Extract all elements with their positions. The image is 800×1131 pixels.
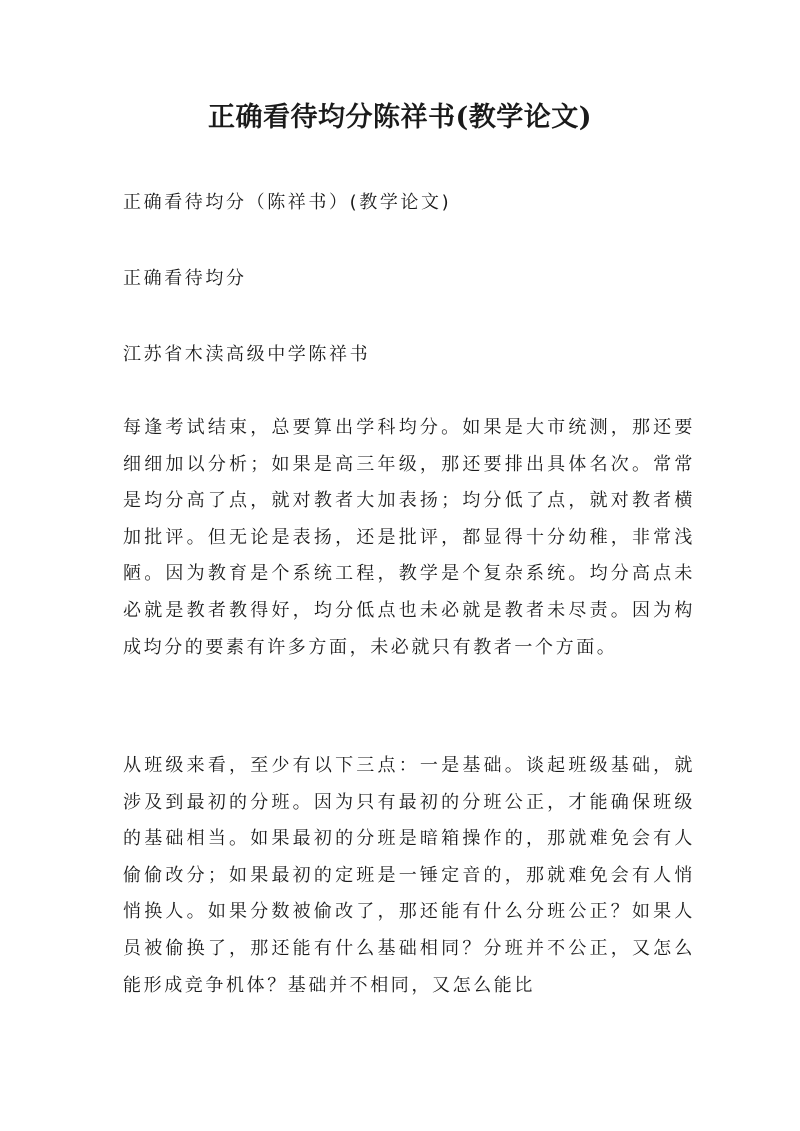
document-title: 正确看待均分陈祥书(教学论文) xyxy=(207,102,593,133)
body-paragraph-2: 从班级来看，至少有以下三点：一是基础。谈起班级基础，就涉及到最初的分班。因为只有最初的分班公正，才能确保班级的基础相当。如果最初的分班是暗箱操作的，那就难免会有人偷偷改分；如果最初的定班是一锤定音的，那就难免会有人悄悄换人。如果分数被偷改了，那还能有什么分班公正？如果人员被偷换了，那还能有什么基础相同？分班并不公正，又怎么能形成竞争机体？基础并不相同，又怎么能比 xyxy=(123,755,695,996)
document-subtitle: 正确看待均分（陈祥书）(教学论文) xyxy=(123,192,452,213)
document-author: 江苏省木渎高级中学陈祥书 xyxy=(123,344,371,365)
body-paragraph-1: 每逢考试结束，总要算出学科均分。如果是大市统测，那还要细细加以分析；如果是高三年级，那还要排出具体名次。常常是均分高了点，就对教者大加表扬；均分低了点，就对教者横加批评。但无论是表扬，还是批评，都显得十分幼稚，非常浅陋。因为教育是个系统工程，教学是个复杂系统。均分高点未必就是教者教得好，均分低点也未必就是教者未尽责。因为构成均分的要素有许多方面，未必就只有教者一个方面。 xyxy=(123,417,695,658)
document-heading: 正确看待均分 xyxy=(123,268,247,289)
